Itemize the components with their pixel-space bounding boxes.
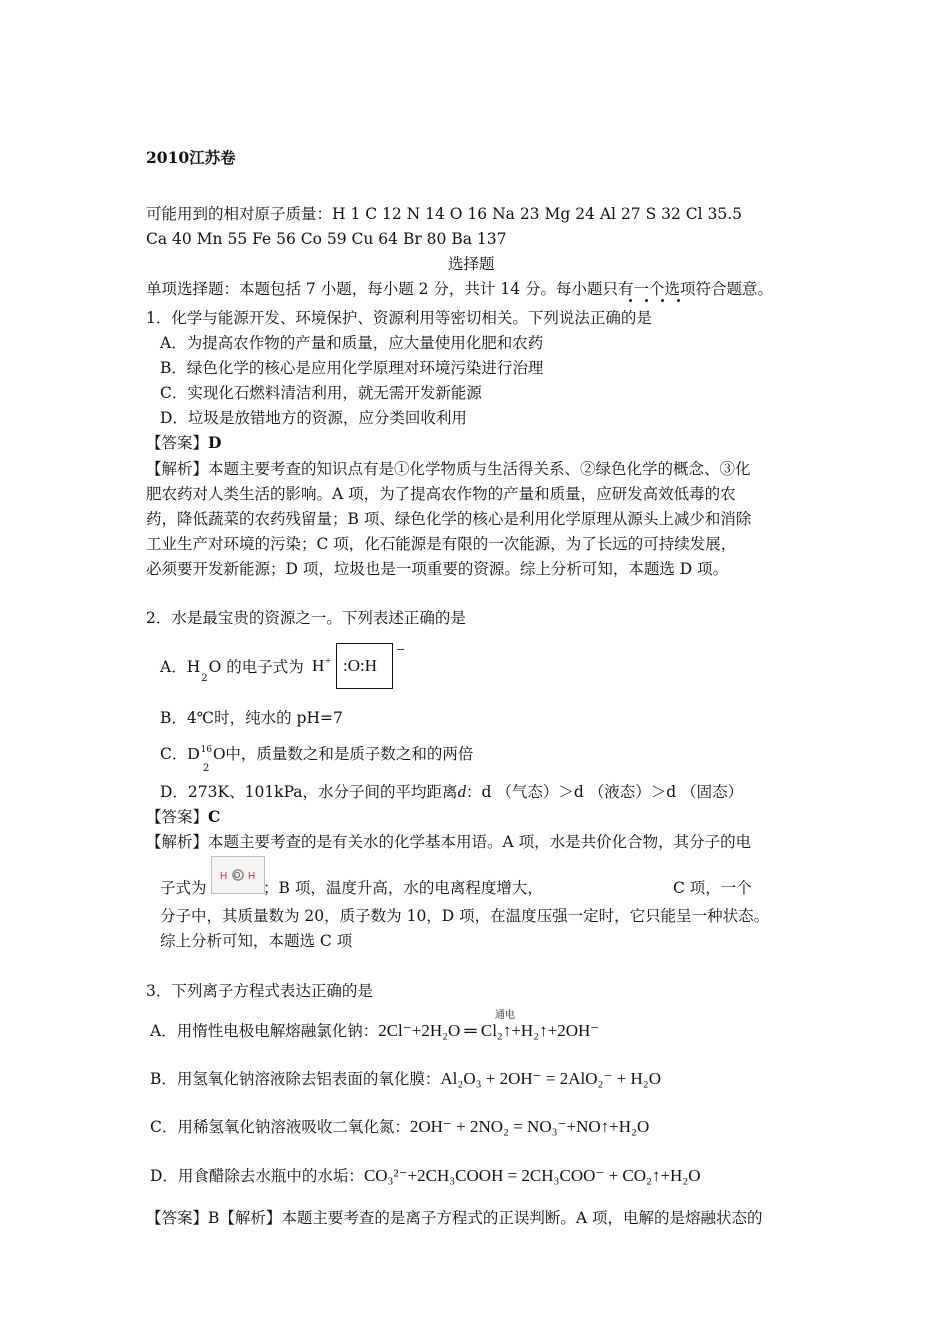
q3-stem: 3．下列离子方程式表达正确的是: [146, 982, 373, 1000]
q2-option-c-subscript: 2: [203, 763, 210, 774]
q2-analysis-line-3: 分子中，其质量数为 20，质子数为 10，D 项，在温度压强一定时，它只能呈一种状态。: [160, 907, 770, 925]
q2-analysis-line-2a: 子式为: [160, 879, 207, 897]
q3-answer-analysis: 【答案】B【解析】本题主要考查的是离子方程式的正误判断。A 项，电解的是熔融状态的: [146, 1209, 763, 1227]
h2o-electron-formula-wrong: H+: [312, 656, 331, 675]
q3-option-a-condition: 通电: [495, 1010, 515, 1021]
q3-option-b: B．用氢氧化钠溶液除去铝表面的氧化膜：Al₂O₃ + 2OH⁻ = 2AlO₂⁻ + H₂O: [150, 1069, 661, 1088]
h2o-electron-formula-image: [211, 856, 265, 894]
formula-right-bracket: [382, 643, 393, 689]
q2-analysis-line-4: 综上分析可知，本题选 C 项: [160, 932, 353, 950]
q1-answer-label: 【答案】: [146, 434, 209, 452]
q2-analysis-line-2c: C 项，一个: [673, 879, 752, 897]
q1-option-a: A．为提高农作物的产量和质量，应大量使用化肥和农药: [160, 334, 544, 352]
atomic-masses-line-2: Ca 40 Mn 55 Fe 56 Co 59 Cu 64 Br 80 Ba 137: [146, 230, 507, 248]
q2-analysis-line-2b: ；B 项，温度升高，水的电离程度增大，: [263, 879, 543, 897]
page-title: 2010江苏卷: [146, 148, 236, 167]
q3-option-c-equation: 2OH⁻ + 2NO₂ = NO₃⁻+NO↑+H₂O: [409, 1117, 650, 1136]
q2-option-c: C．$D^{16}O$中，质量数之和是质子数之和的两倍: [160, 744, 474, 763]
q1-analysis-line-4: 工业生产对环境的污染；C 项，化石能源是有限的一次能源，为了长远的可持续发展，: [146, 535, 737, 553]
formula-charge: −: [396, 643, 406, 656]
q1-analysis-line-3: 药，降低蔬菜的农药残留量；B 项、绿色化学的核心是利用化学原理从源头上减少和消除: [146, 510, 752, 528]
q1-analysis-line-5: 必须要开发新能源；D 项，垃圾也是一项重要的资源。综上分析可知，本题选 D 项。: [146, 560, 729, 578]
q3-option-d: D．用食醋除去水瓶中的水垢：CO₃²⁻+2CH₃COOH = 2CH₃COO⁻ + CO₂↑+H₂O: [150, 1166, 701, 1185]
svg-text:H: H: [248, 871, 256, 882]
q3-option-a: A．用惰性电极电解熔融氯化钠：2Cl⁻+2H₂O ═ Cl₂↑+H₂↑+2OH⁻: [150, 1021, 600, 1040]
q2-stem: 2．水是最宝贵的资源之一。下列表述正确的是: [146, 609, 466, 627]
q2-option-b: B．4℃时，纯水的 pH=7: [160, 709, 343, 727]
section-title: 选择题: [448, 255, 495, 273]
q2-answer: 【答案】C: [146, 807, 221, 826]
svg-text:H: H: [220, 871, 228, 882]
q1-option-c: C．实现化石燃料清洁利用，就无需开发新能源: [160, 384, 482, 402]
svg-text:O: O: [234, 871, 241, 880]
q1-analysis-line-2: 肥农药对人类生活的影响。A 项，为了提高农作物的产量和质量，应研发高效低毒的农: [146, 485, 736, 503]
q3-option-b-equation: Al₂O₃ + 2OH⁻ = 2AlO₂⁻ + H₂O: [440, 1069, 661, 1088]
q1-answer: [146, 433, 221, 453]
q3-option-a-equation: 2Cl⁻+2H₂O ═ Cl₂↑+H₂↑+2OH⁻: [378, 1021, 600, 1040]
q2-option-a: A．$H_2O$ 的电子式为: [160, 658, 304, 684]
q1-option-d: D．垃圾是放错地方的资源，应分类回收利用: [160, 409, 467, 427]
q3-option-c: C．用稀氢氧化钠溶液吸收二氧化氮：2OH⁻ + 2NO₂ = NO₃⁻+NO↑+H₂O: [150, 1117, 650, 1136]
q1-stem: 1．化学与能源开发、环境保护、资源利用等密切相关。下列说法正确的是: [146, 309, 652, 327]
q3-option-d-equation: CO₃²⁻+2CH₃COOH = 2CH₃COO⁻ + CO₂↑+H₂O: [363, 1166, 701, 1185]
q1-option-b: B．绿色化学的核心是应用化学原理对环境污染进行治理: [160, 359, 544, 377]
atomic-masses-line-1: 可能用到的相对原子质量：H 1 C 12 N 14 O 16 Na 23 Mg 24 Al 27 S 32 Cl 35.5: [146, 205, 743, 223]
q1-analysis-line-1: 【解析】本题主要考查的知识点有是①化学物质与生活得关系、②绿色化学的概念、③化: [146, 460, 751, 478]
formula-inner: :O:H: [343, 656, 377, 675]
instructions: 单项选择题：本题包括 7 小题，每小题 2 分，共计 14 分。每小题只有一个选项符合题意。: [146, 280, 774, 298]
q2-analysis-line-1: 【解析】本题主要考查的是有关水的化学基本用语。A 项，水是共价化合物，其分子的电: [146, 833, 752, 851]
q1-answer-value: D: [208, 433, 222, 452]
q2-option-d: D．273K、101kPa，水分子间的平均距离d：d （气态）＞d （液态）＞d （固态）: [160, 782, 744, 801]
